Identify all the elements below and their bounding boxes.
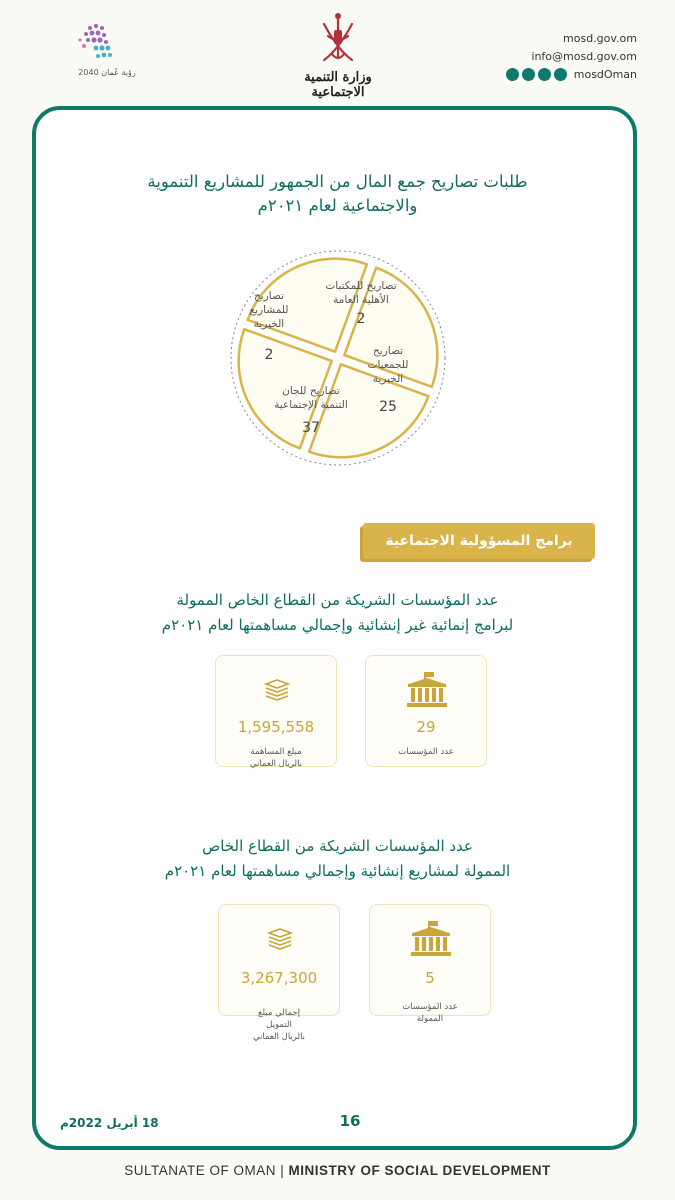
section1-title-line1: طلبات تصاريح جمع المال من الجمهور للمشاريع التنموية: [147, 172, 528, 191]
section3-amount-value: 3,267,300: [240, 969, 318, 987]
chart-slice-label: الخيرية: [253, 318, 285, 330]
youtube-icon[interactable]: [554, 68, 567, 81]
twitter-icon[interactable]: [506, 68, 519, 81]
vision-2040-text: رؤية عُمان 2040: [78, 68, 136, 77]
chart-slice-label: تصاريح للجان: [282, 385, 340, 397]
social-row: [503, 67, 637, 81]
facebook-icon[interactable]: [538, 68, 551, 81]
chart-slice-label: الأهلية العامة: [333, 294, 389, 306]
building-icon: [405, 672, 449, 708]
section2-amount-label-line1: مبلغ المساهمة: [250, 747, 302, 757]
chart-slice-value: 2: [264, 347, 274, 363]
money-stack-icon: [263, 678, 291, 702]
footer-tagline-ministry: MINISTRY OF SOCIAL DEVELOPMENT: [288, 1163, 551, 1178]
section2-amount-label: [224, 746, 328, 770]
page-number: 16: [339, 1112, 361, 1130]
section3-institutions-label-line2: الممولة: [416, 1014, 444, 1024]
section1-title-line2: والاجتماعية لعام ٢٠٢١م: [257, 196, 418, 215]
section2-title-line2: لبرامج إنمائية غير إنشائية وإجمالي مساهمتها لعام ٢٠٢١م: [161, 616, 514, 634]
instagram-icon[interactable]: [522, 68, 535, 81]
ministry-logo-text: وزارة التنمية الاجتماعية: [304, 70, 372, 100]
chart-slice-label: الخيرية: [372, 373, 404, 385]
section2-institutions-value: 29: [416, 718, 436, 736]
section1-title: [60, 170, 615, 218]
oman-emblem-icon: [318, 10, 358, 66]
vision-2040-emblem-icon: [28, 18, 138, 88]
section2-amount-label-line2: بالريال العماني: [249, 759, 303, 769]
section3-amount-box: [218, 904, 340, 1042]
chart-slice-label: تصاريح: [254, 290, 284, 302]
money-stack-icon: [266, 927, 294, 951]
chart-slice-label: للمشاريع: [249, 304, 289, 316]
website-link[interactable]: mosd.gov.om: [563, 32, 637, 45]
section3-amount-label-line3: بالريال العماني: [252, 1032, 306, 1042]
permits-chart: [218, 246, 458, 470]
vision-2040-logo: [28, 18, 138, 88]
section2-title: [60, 588, 615, 638]
email-link[interactable]: info@mosd.gov.om: [531, 50, 637, 63]
section2-title-line1: عدد المؤسسات الشريكة من القطاع الخاص الممولة: [176, 591, 499, 609]
header: [0, 0, 675, 100]
chart-slice-value: 2: [356, 311, 366, 327]
chart-slice-label: للجمعيات: [367, 359, 409, 371]
section3-institutions-value: 5: [425, 969, 435, 987]
section3-institutions-box: [369, 904, 491, 1024]
section2-institutions-box: [365, 655, 487, 767]
chart-slice-value: 37: [302, 420, 320, 436]
section3-amount-label-line1: إجمالي مبلغ: [258, 1008, 300, 1018]
footer-tagline-country: SULTANATE OF OMAN |: [124, 1163, 285, 1178]
building-icon: [409, 921, 453, 957]
section3-title-line1: عدد المؤسسات الشريكة من القطاع الخاص: [202, 837, 473, 855]
section2-amount-box: [215, 655, 337, 767]
social-handle[interactable]: mosdOman: [573, 67, 637, 81]
csr-banner: [363, 523, 595, 559]
section2-amount-value: 1,595,558: [237, 718, 315, 736]
ministry-logo: [280, 10, 396, 100]
permits-chart-svg: [218, 246, 458, 470]
csr-banner-text: برامج المسؤولية الاجتماعية: [385, 533, 573, 549]
section3-institutions-label: [378, 1001, 482, 1025]
date-label: 18 أبريل 2022م: [60, 1116, 159, 1130]
chart-slice-label: التنمية الإجتماعية: [274, 399, 348, 411]
section3-institutions-label-line1: عدد المؤسسات: [402, 1002, 458, 1012]
chart-slice-value: 25: [379, 399, 397, 415]
chart-slice-label: تصاريح للمكتبات: [325, 280, 397, 292]
section3-title-line2: الممولة لمشاريع إنشائية وإجمالي مساهمتها لعام ٢٠٢١م: [164, 862, 511, 880]
section3-amount-label-line2: التمويل: [266, 1020, 292, 1030]
footer-tagline: [0, 1163, 675, 1178]
section3-amount-label: [227, 1007, 331, 1043]
section3-title: [60, 834, 615, 884]
section2-institutions-label: عدد المؤسسات: [398, 747, 454, 757]
chart-slice-label: تصاريح: [373, 345, 403, 357]
